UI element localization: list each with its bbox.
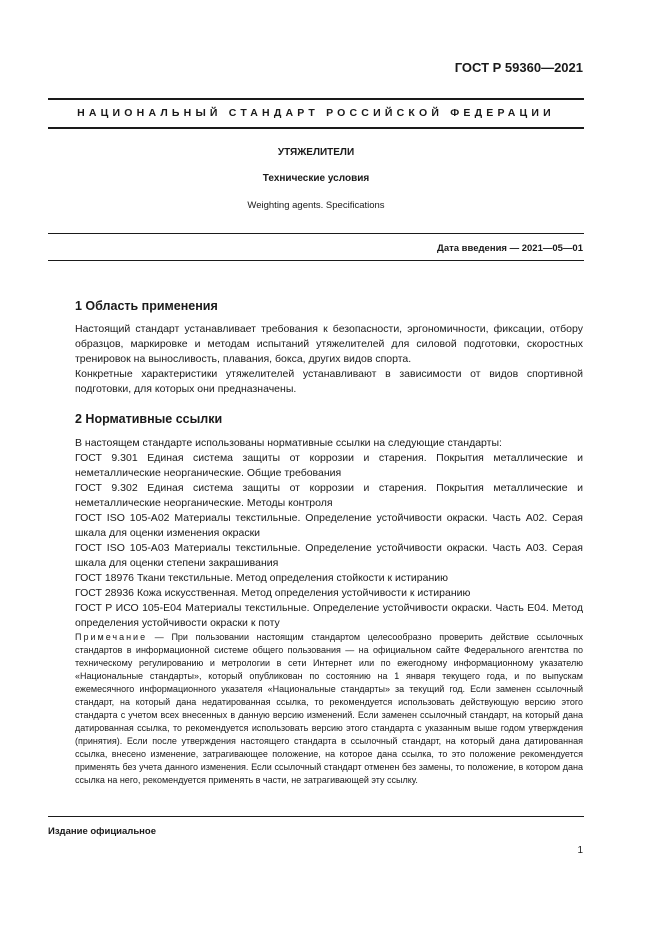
english-title: Weighting agents. Specifications bbox=[247, 200, 385, 211]
section-2-body bbox=[75, 436, 583, 631]
section-1-paragraph-1: Настоящий стандарт устанавливает требования к безопасности, эргономичности, фиксации, отбору образцов, маркировке и методам испытаний утяжелителей для силовой подготовки, скоростных тренировок на выносливость, плавания, бокса, других видов спорта. bbox=[75, 323, 583, 365]
reference-item: ГОСТ 28936 Кожа искусственная. Метод определения устойчивости к истиранию bbox=[75, 587, 471, 599]
official-edition-label: Издание официальное bbox=[48, 826, 156, 837]
note-text: — При пользовании настоящим стандартом целесообразно проверить действие ссылочных стандартов в информационной системе общего пользования — на официальном сайте Федерального агентства по техническому регулированию и метрологии в сети Интернет или по ежегодному информационному указателю «Национальные стандарты», который опубликован по состоянию на 1 января текущего года, и по выпускам ежемесячного информационного указателя «Национальные стандарты» за текущий год. Если заменен ссылочный стандарт, на который дана недатированная ссылка, то рекомендуется использовать действующую версию этого стандарта с учетом всех внесенных в данную версию изменений. Если заменен ссылочный стандарт, на который дана датированная ссылка, то рекомендуется использовать версию этого стандарта с указанным выше годом утверждения (принятия). Если после утверждения настоящего стандарта в ссылочный стандарт, на который дана датированная ссылка, внесено изменение, затрагивающее положение, на которое дана ссылка, то это положение рекомендуется применять без учета данного изменения. Если ссылочный стандарт отменен без замены, то положение, в котором дана ссылка на него, рекомендуется применять в части, не затрагивающей эту ссылку. bbox=[75, 632, 583, 785]
section-1-body bbox=[75, 322, 583, 397]
reference-item: ГОСТ 9.302 Единая система защиты от коррозии и старения. Покрытия металлические и неметаллические неорганические. Методы контроля bbox=[75, 482, 583, 509]
section-2-heading: 2 Нормативные ссылки bbox=[75, 412, 223, 426]
top-rule bbox=[48, 98, 584, 100]
section-1-heading: 1 Область применения bbox=[75, 299, 218, 313]
date-rule bbox=[48, 260, 584, 261]
reference-item: ГОСТ Р ИСО 105-E04 Материалы текстильные. Определение устойчивости окраски. Часть E04. Метод определения устойчивости окраски к поту bbox=[75, 602, 583, 629]
section-1-paragraph-2: Конкретные характеристики утяжелителей устанавливают в зависимости от видов спортивной подготовки, для которых они предназначены. bbox=[75, 368, 583, 395]
reference-item: ГОСТ ISO 105-A02 Материалы текстильные. Определение устойчивости окраски. Часть A02. Серая шкала для оценки изменения окраски bbox=[75, 512, 583, 539]
note-block bbox=[75, 631, 583, 787]
title-rule bbox=[48, 233, 584, 234]
section-2-intro: В настоящем стандарте использованы нормативные ссылки на следующие стандарты: bbox=[75, 437, 502, 449]
document-subtitle: Технические условия bbox=[262, 173, 370, 184]
national-standard-heading: НАЦИОНАЛЬНЫЙ СТАНДАРТ РОССИЙСКОЙ ФЕДЕРАЦИИ bbox=[77, 107, 555, 119]
footer-rule bbox=[48, 816, 584, 817]
introduction-date: Дата введения — 2021—05—01 bbox=[437, 243, 583, 254]
page-number: 1 bbox=[577, 845, 583, 856]
reference-item: ГОСТ ISO 105-A03 Материалы текстильные. Определение устойчивости окраски. Часть A03. Серая шкала для оценки степени закрашивания bbox=[75, 542, 583, 569]
note-label: Примечание bbox=[75, 632, 148, 642]
reference-item: ГОСТ 9.301 Единая система защиты от коррозии и старения. Покрытия металлические и неметаллические неорганические. Общие требования bbox=[75, 452, 583, 479]
document-code: ГОСТ Р 59360—2021 bbox=[454, 60, 583, 75]
reference-item: ГОСТ 18976 Ткани текстильные. Метод определения стойкости к истиранию bbox=[75, 572, 449, 584]
document-title: УТЯЖЕЛИТЕЛИ bbox=[277, 147, 355, 158]
header-rule bbox=[48, 127, 584, 129]
